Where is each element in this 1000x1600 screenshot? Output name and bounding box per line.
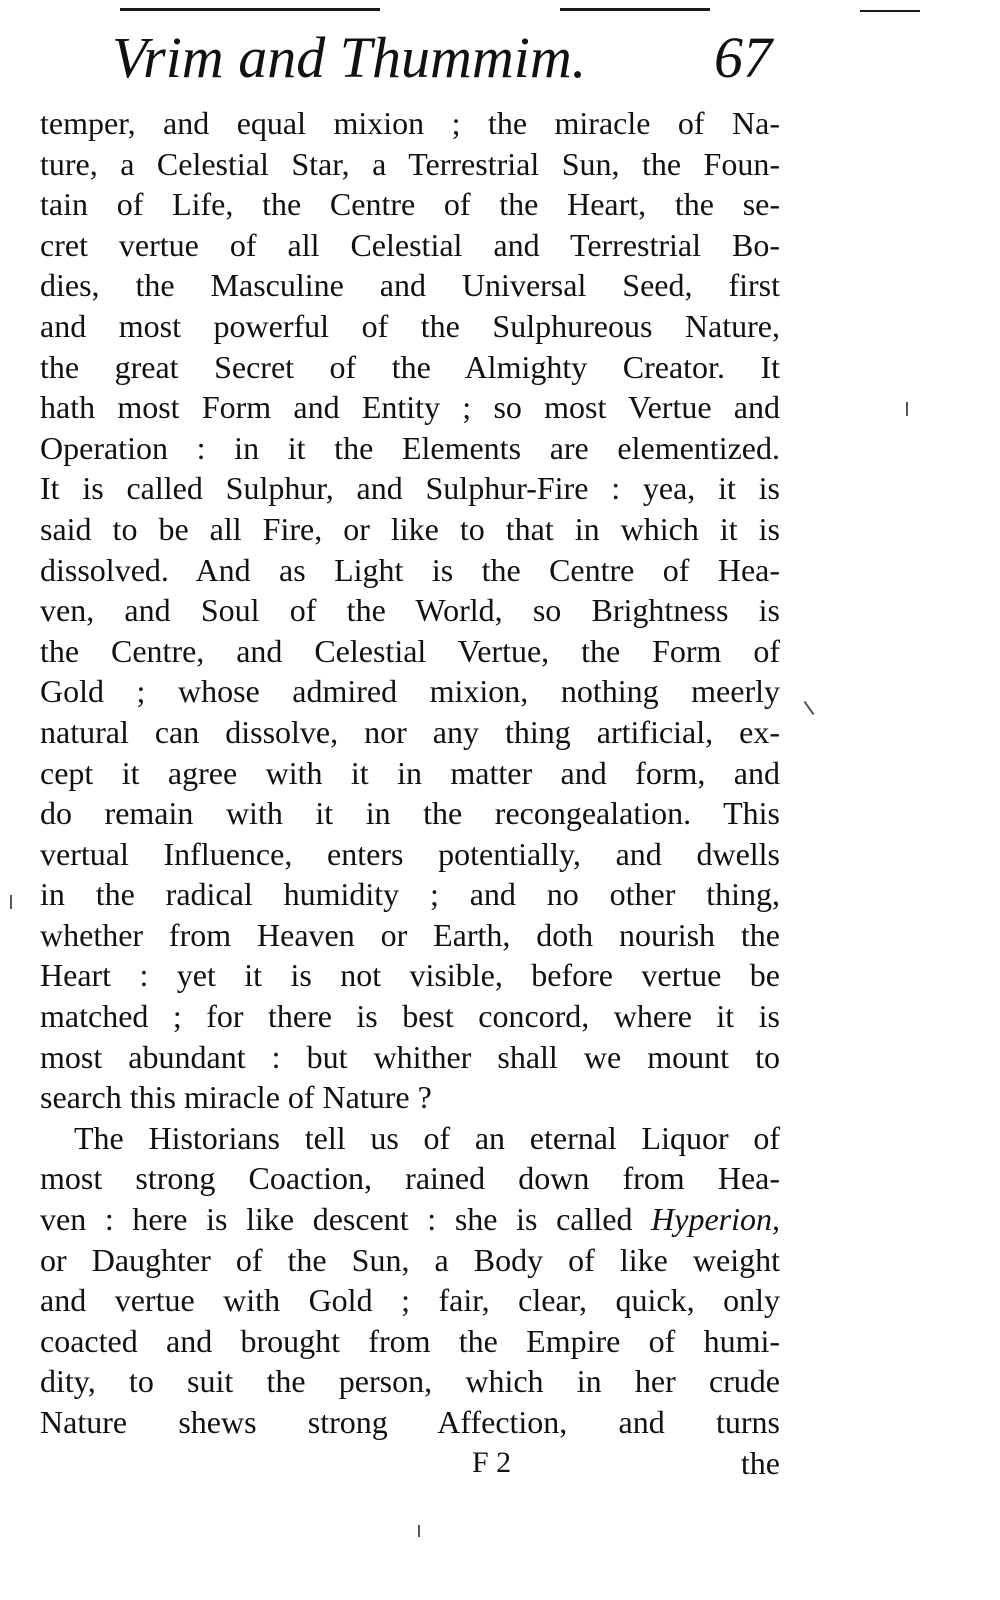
text-line: and most powerful of the Sulphureous Nature, (40, 307, 780, 344)
text-line: vertual Influence, enters potentially, and dwells (40, 835, 780, 872)
print-speck (906, 402, 908, 416)
page-footer (40, 1442, 780, 1484)
text-line: Operation : in it the Elements are elementized. (40, 429, 780, 466)
text-line: temper, and equal mixion ; the miracle of Na- (40, 105, 780, 141)
text-line: The Historians tell us of an eternal Liquor of (74, 1119, 780, 1156)
text-line: cept it agree with it in matter and form, and (40, 754, 780, 791)
top-border-rule (860, 10, 920, 12)
body-text (40, 103, 780, 1443)
running-head (112, 22, 772, 94)
text-line: Nature shews strong Affection, and turns (40, 1404, 780, 1440)
text-line: It is called Sulphur, and Sulphur-Fire : yea, it is (40, 470, 780, 507)
top-border-rule (560, 8, 710, 11)
text-line: whether from Heaven or Earth, doth nourish the (40, 916, 780, 953)
text-line: Gold ; whose admired mixion, nothing meerly (40, 673, 780, 710)
text-line: most strong Coaction, rained down from Hea- (40, 1160, 780, 1197)
text-line: dies, the Masculine and Universal Seed, first (40, 267, 780, 304)
text-line: tain of Life, the Centre of the Heart, the se- (40, 186, 780, 223)
text-line: and vertue with Gold ; fair, clear, quick, only (40, 1282, 780, 1319)
text-line: natural can dissolve, nor any thing artificial, ex- (40, 713, 780, 750)
page-number: 67 (714, 25, 772, 90)
text-line: coacted and brought from the Empire of humi- (40, 1322, 780, 1359)
signature-mark: F 2 (472, 1446, 512, 1479)
text-line: matched ; for there is best concord, where it is (40, 998, 780, 1035)
text-run: ven : here is like descent : she is called (40, 1201, 633, 1238)
text-line: ture, a Celestial Star, a Terrestrial Sun, the Foun- (40, 145, 780, 182)
text-line-with-italic (40, 1199, 780, 1240)
italic-word: Hyperion, (651, 1201, 781, 1238)
text-line: most abundant : but whither shall we mount to (40, 1038, 780, 1075)
text-line: said to be all Fire, or like to that in which it is (40, 510, 780, 547)
text-line: Heart : yet it is not visible, before vertue be (40, 957, 780, 994)
text-line: hath most Form and Entity ; so most Vertue and (40, 389, 780, 426)
print-speck (418, 1525, 420, 1537)
text-line: search this miracle of Nature ? (40, 1079, 432, 1116)
top-border-rule (120, 8, 380, 11)
print-speck (804, 701, 815, 715)
running-title: Vrim and Thummim. (112, 25, 587, 90)
text-line: in the radical humidity ; and no other thing, (40, 876, 780, 913)
text-line: cret vertue of all Celestial and Terrestrial Bo- (40, 226, 780, 263)
print-speck (10, 895, 12, 909)
catchword: the (740, 1445, 780, 1481)
text-line: ven, and Soul of the World, so Brightness is (40, 592, 780, 629)
text-line: the Centre, and Celestial Vertue, the Form of (40, 632, 780, 669)
text-line: dity, to suit the person, which in her crude (40, 1363, 780, 1400)
text-line: do remain with it in the recongealation. This (40, 795, 780, 832)
text-line: the great Secret of the Almighty Creator. It (40, 348, 780, 385)
text-line: dissolved. And as Light is the Centre of Hea- (40, 551, 780, 588)
text-line: or Daughter of the Sun, a Body of like weight (40, 1241, 780, 1278)
